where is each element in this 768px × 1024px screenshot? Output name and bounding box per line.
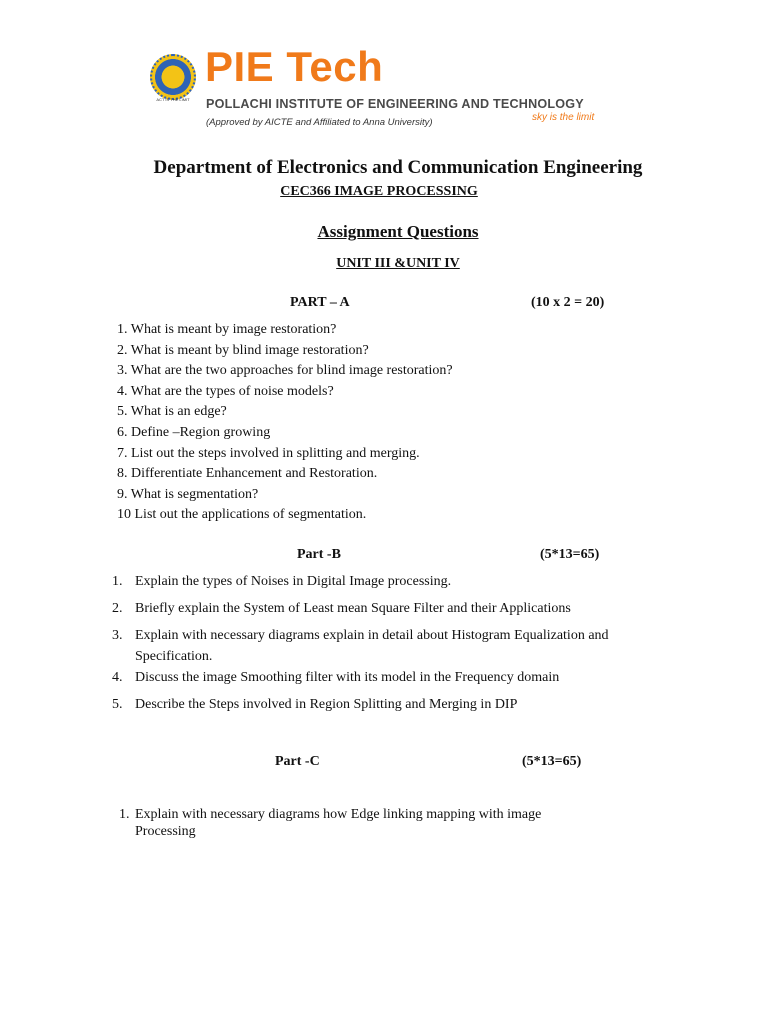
list-item xyxy=(119,806,589,840)
college-seal-icon xyxy=(150,54,196,100)
course-title: CEC366 IMAGE PROCESSING xyxy=(280,184,478,199)
part-b-marks: (5*13=65) xyxy=(540,547,600,562)
question-number: 2. xyxy=(112,601,123,616)
list-item: 8. Differentiate Enhancement and Restoration. xyxy=(117,466,378,482)
list-item: 6. Define –Region growing xyxy=(117,424,271,440)
question-number: 1. xyxy=(112,574,123,589)
list-item: 10 List out the applications of segmentation. xyxy=(117,507,367,523)
list-item: 1. What is meant by image restoration? xyxy=(117,322,337,337)
part-c-marks: (5*13=65) xyxy=(522,754,582,769)
list-item: 5. What is an edge? xyxy=(117,404,227,420)
part-a-question-list xyxy=(117,320,453,526)
list-item xyxy=(112,625,672,667)
unit-heading: UNIT III &UNIT IV xyxy=(336,256,460,271)
part-c-question-list xyxy=(119,806,589,840)
question-text: Explain the types of Noises in Digital Image processing. xyxy=(135,574,452,589)
tagline: sky is the limit xyxy=(532,112,595,123)
part-a-marks: (10 x 2 = 20) xyxy=(531,295,605,310)
question-text: Explain with necessary diagrams how Edge linking mapping with image Processing xyxy=(135,807,542,839)
question-text: Describe the Steps involved in Region Splitting and Merging in DIP xyxy=(135,697,518,712)
document-title: Assignment Questions xyxy=(317,222,479,241)
question-text: Briefly explain the System of Least mean Square Filter and their Applications xyxy=(135,601,571,616)
question-text: Explain with necessary diagrams explain in detail about Histogram Equalization and Specification. xyxy=(135,628,609,664)
part-b-title: Part -B xyxy=(297,547,341,562)
question-number: 5. xyxy=(112,697,123,712)
list-item: 3. What are the two approaches for blind image restoration? xyxy=(117,363,453,379)
question-text: Discuss the image Smoothing filter with its model in the Frequency domain xyxy=(135,670,560,685)
list-item: 4. What are the types of noise models? xyxy=(117,383,334,399)
list-item: 9. What is segmentation? xyxy=(117,486,259,502)
question-number: 3. xyxy=(112,628,123,643)
seal-caption: ACT IS THE LIMIT xyxy=(156,97,190,102)
question-number: 4. xyxy=(112,670,123,685)
list-item: 7. List out the steps involved in splitting and merging. xyxy=(117,445,420,461)
brand-name: PIE Tech xyxy=(205,43,384,90)
question-number: 1. xyxy=(119,807,130,822)
list-item: 2. What is meant by blind image restoration? xyxy=(117,342,369,358)
part-c-title: Part -C xyxy=(275,754,320,769)
list-item xyxy=(112,598,672,619)
institution-name: POLLACHI INSTITUTE OF ENGINEERING AND TECHNOLOGY xyxy=(206,97,584,111)
list-item xyxy=(112,694,672,715)
part-a-title: PART – A xyxy=(290,295,350,310)
list-item xyxy=(112,571,672,592)
list-item xyxy=(112,667,672,688)
approval-note: (Approved by AICTE and Affiliated to Anna University) xyxy=(206,117,433,128)
part-b-question-list xyxy=(112,571,672,721)
department-title: Department of Electronics and Communication Engineering xyxy=(153,157,643,178)
